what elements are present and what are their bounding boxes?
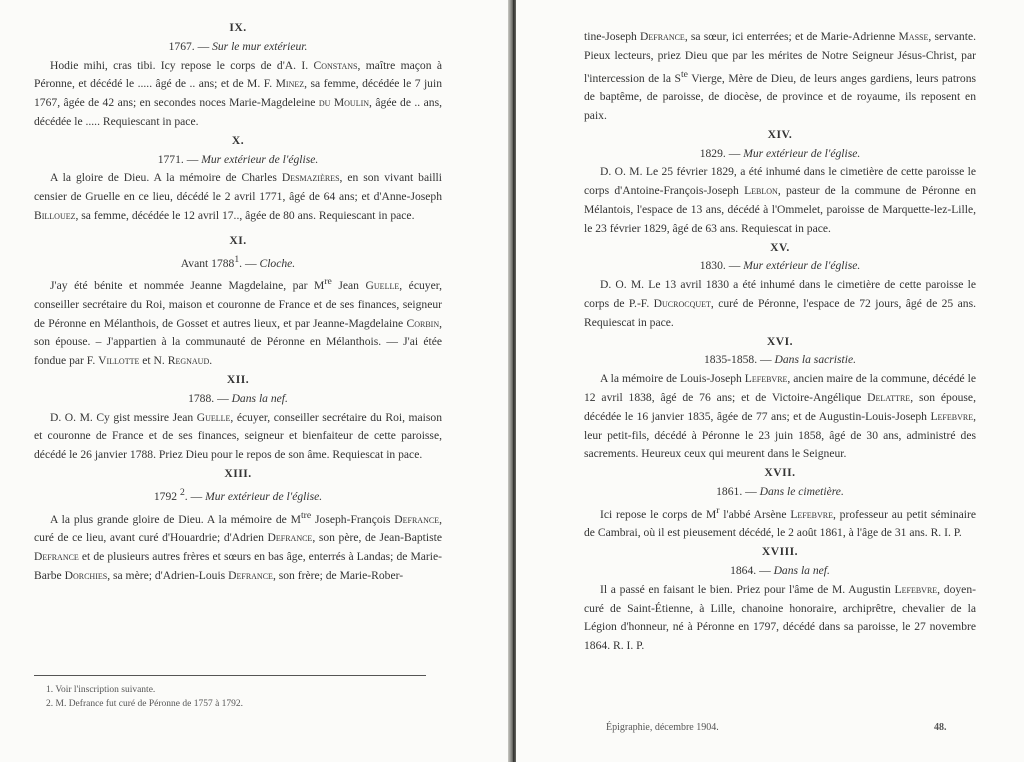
section-heading: 1788. — Dans la nef. bbox=[188, 391, 288, 405]
inscription-ix bbox=[34, 19, 442, 132]
footnotes bbox=[46, 684, 436, 711]
inscription-xvii bbox=[584, 464, 976, 543]
footnote: 1. Voir l'inscription suivante. bbox=[46, 685, 156, 695]
section-heading: 1864. — Dans la nef. bbox=[730, 564, 830, 578]
section-number: XVII. bbox=[764, 466, 796, 480]
section-number: XVIII. bbox=[761, 545, 799, 559]
inscription-xviii bbox=[584, 543, 976, 656]
inscription-xvi bbox=[584, 333, 976, 465]
footnote: 2. M. Defrance fut curé de Péronne de 1757 à 1792. bbox=[46, 698, 244, 709]
section-heading: 1792 $^2$. — Mur extérieur de l'église. bbox=[153, 486, 323, 503]
section-number: X. bbox=[231, 133, 245, 147]
footnote-marker: 2 bbox=[179, 486, 185, 498]
inscription-xi bbox=[34, 226, 442, 371]
inscription-text: Ici repose le corps de $M^r$ l'abbé Arsène Lefebvre, professeur au petit séminaire de Cambrai, où il est pieusement décédé, le 2 août 1861, à l'âge de 31 ans. R. I. P. bbox=[584, 504, 976, 540]
inscription-xiv bbox=[584, 126, 976, 239]
section-heading: 1829. — Mur extérieur de l'église. bbox=[699, 146, 861, 160]
section-heading: 1771. — Mur extérieur de l'église. bbox=[157, 152, 319, 166]
inscription-text: Hodie mihi, cras tibi. Icy repose le corps de d'A. I. Constans, maître maçon à Péronne, et décédé le ..... âgé de .. ans; et de M. F. Minez, sa femme, décédée le 7 juin 1767, âgée de 42 ans; en secondes noces Marie-Magdeleine du Moulin, âgée de .. ans, décédée le ..... Requiescant in pace. bbox=[34, 58, 442, 128]
inscription-xv bbox=[584, 239, 976, 333]
left-column bbox=[34, 19, 442, 586]
section-number: XI. bbox=[229, 233, 247, 247]
section-number: XII. bbox=[226, 373, 250, 387]
section-number: IX. bbox=[229, 21, 247, 34]
right-column bbox=[584, 28, 976, 656]
page-number: 48. bbox=[934, 722, 947, 733]
section-heading: 1861. — Dans le cimetière. bbox=[716, 484, 844, 498]
inscription-text: A la gloire de Dieu. A la mémoire de Charles Desmazières, en son vivant bailli censier de Gruelle en ce lieu, décédé le 2 avril 1771, âgé de 64 ans; et d'Anne-Joseph Billouez, sa femme, décédée le 12 avril 17.., âgée de 80 ans. Requiescant in pace. bbox=[34, 171, 442, 222]
continued-text: tine-Joseph Defrance, sa sœur, ici enterrées; et de Marie-Adrienne Masse, servante. Pieux lecteurs, priez Dieu que par les mérites de Notre Seigneur Jésus-Christ, par l'intercession de la $S^{te}$ Vierge, Mère de Dieu, de leurs anges gardiens, leurs patrons de baptême, de paroisse, de diocèse, de province et de royaume, ils reposent en paix. bbox=[584, 30, 977, 123]
inscription-text: D. O. M. Cy gist messire Jean Guelle, écuyer, conseiller secrétaire du Roi, maison et couronne de France et de ses finances, seigneur et bienfaiteur de cette paroisse, décédé le 26 janvier 1788. Priez Dieu pour le repos de son âme. Requiescat in pace. bbox=[34, 410, 442, 462]
inscription-text: J'ay été bénite et nommée Jeanne Magdelaine, par Mre Jean Guelle, écuyer, conseiller secrétaire du Roi, maison et couronne de France et de ses finances, seigneur de Péronne en Mélanthois, de Gosset et autres lieux, et par Jeanne-Magdelaine Corbin, son épouse. – J'appartien à la communauté de Péronne en Mélanthois. — J'ai étée fondue par F. Villotte et N. Regnaud. bbox=[34, 276, 443, 368]
right-page bbox=[516, 0, 1024, 762]
section-heading: 1830. — Mur extérieur de l'église. bbox=[699, 259, 861, 273]
section-heading: 1767. — Sur le mur extérieur. bbox=[168, 39, 308, 53]
inscription-xii bbox=[34, 371, 442, 465]
section-heading: 1835-1858. — Dans la sacristie. bbox=[703, 353, 856, 367]
inscription-text: A la mémoire de Louis-Joseph Lefebvre, ancien maire de la commune, décédé le 12 avril 1838, âgé de 76 ans; et de Victoire-Angélique Delattre, son épouse, décédée le 16 janvier 1835, âgée de 77 ans; et de Augustin-Louis-Joseph Lefebvre, leur petit-fils, décédé à Péronne le 23 juin 1858, âgé de 30 ans, administré des sacrements. Heureux ceux qui meurent dans le Seigneur. bbox=[584, 372, 976, 461]
section-number: XV. bbox=[770, 240, 790, 254]
footnote-divider bbox=[34, 675, 426, 676]
section-number: XIII. bbox=[224, 467, 252, 481]
section-number: XVI. bbox=[766, 334, 794, 348]
footnote-marker: 1 bbox=[234, 253, 240, 265]
inscription-text: D. O. M. Le 25 février 1829, a été inhumé dans le cimetière de cette paroisse le corps d'Antoine-François-Joseph Leblon, pasteur de la commune de Péronne en Mélantois, l'espace de 13 ans, décédé à l'Ommelet, paroisse de Marquette-lez-Lille, le 23 février 1829, âgé de 63 ans. Requiescat in pace. bbox=[584, 165, 976, 235]
inscription-text: Il a passé en faisant le bien. Priez pour l'âme de M. Augustin Lefebvre, doyen-curé de Saint-Étienne, à Lille, chanoine honoraire, archiprêtre, chevalier de la Légion d'honneur, né à Péronne en 1797, décédé dans sa paroisse, le 27 novembre 1864. R. I. P. bbox=[584, 582, 976, 653]
footer-source: Épigraphie, décembre 1904. bbox=[606, 722, 719, 733]
inscription-xiii bbox=[34, 465, 442, 586]
inscription-text: A la plus grande gloire de Dieu. A la mémoire de $M^{tre}$ Joseph-François Defrance, curé de ce lieu, avant curé d'Houardrie; d'Adrien Defrance, son père, de Jean-Baptiste Defrance et de plusieurs autres frères et sœurs en bas âge, enterrés à Landas; de Marie-Barbe Dorchies, sa mère; d'Adrien-Louis Defrance, son frère; de Marie-Rober- bbox=[34, 509, 442, 582]
inscription-text: D. O. M. Le 13 avril 1830 a été inhumé dans le cimetière de cette paroisse le corps de P.-F. Ducrocquet, curé de Péronne, l'espace de 72 jours, âgé de 25 ans. Requiescat in pace. bbox=[584, 278, 976, 329]
inscription-x bbox=[34, 132, 442, 226]
section-heading: Avant 1788$^1$. — Cloche. bbox=[180, 253, 296, 270]
section-number: XIV. bbox=[767, 127, 793, 141]
left-page bbox=[0, 0, 510, 762]
